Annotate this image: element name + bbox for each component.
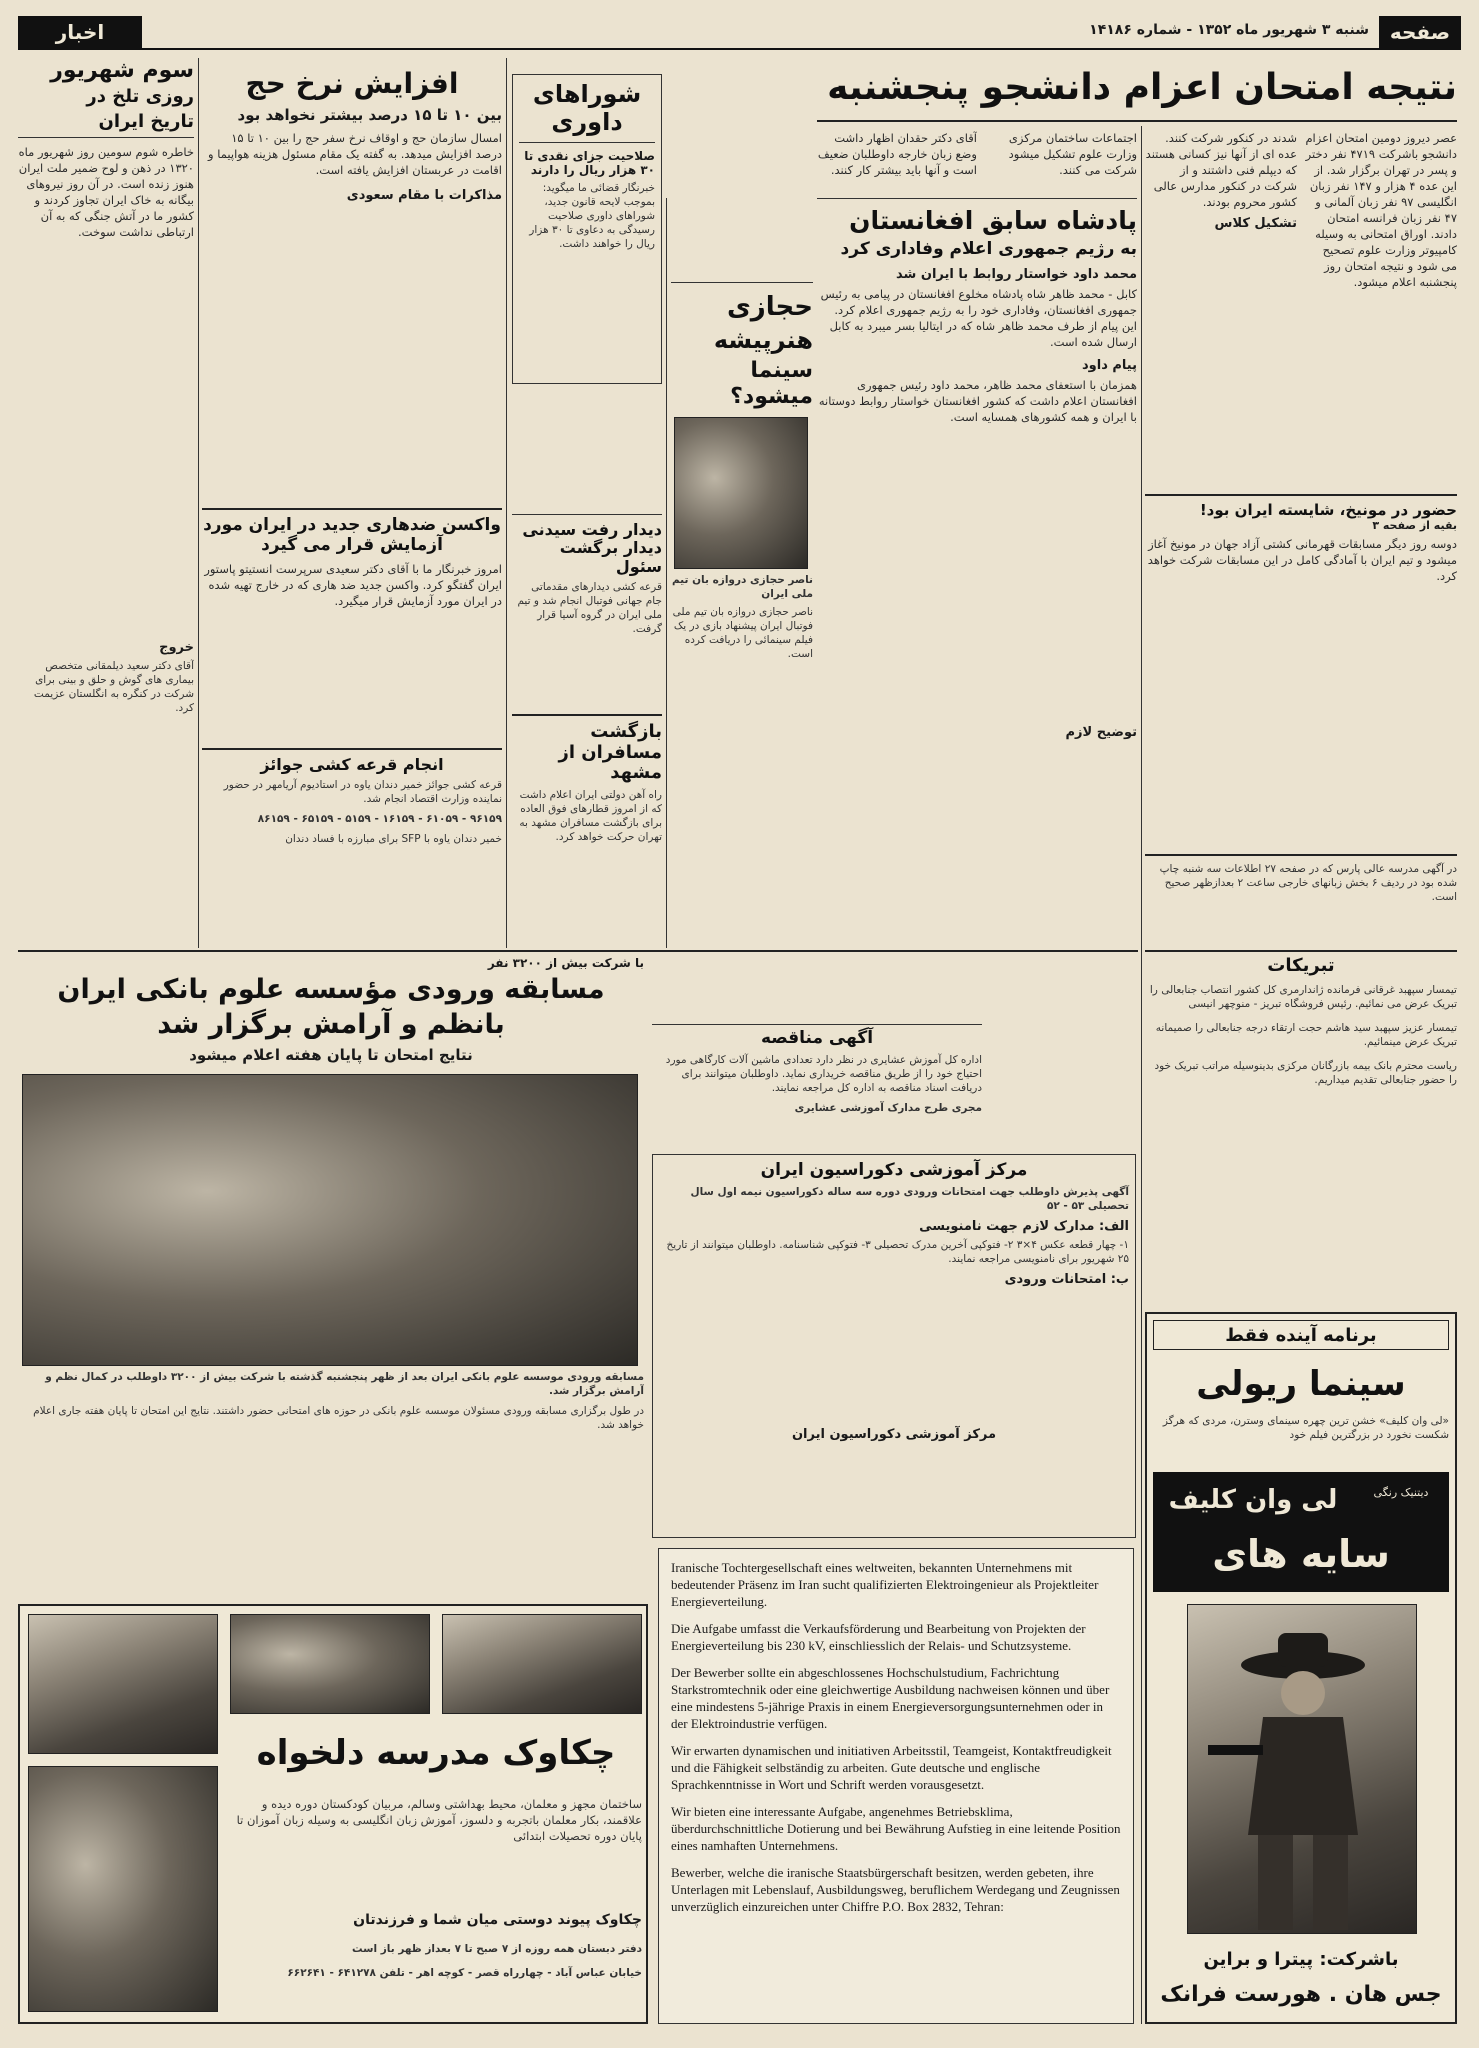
chakavak-body: ساختمان مجهز و معلمان، محیط بهداشتی وسالم، مربیان کودکستان دوره دیده و علاقمند، بکار معلمان باتجربه و دلسوز، آموزش زبان انگلیسی به وسیله زبان آموزان تا پایان دوره تحصیلات ابتدائی [236, 1797, 642, 1843]
cinema-format: دیتنیک رنگی [1373, 1486, 1429, 1499]
hejazi-h3: سینما میشود؟ [730, 358, 813, 409]
travelers-story [512, 714, 662, 944]
hejazi-story [671, 282, 813, 822]
lead-col1: عصر دیروز دومین امتحان اعزام دانشجو باشرکت ۴۷۱۹ نفر دختر و پسر در تهران برگزار شد. از این عده ۴ هزار و ۱۴۷ نفر زبان انگلیسی ۹۷ نفر زبان آلمانی و ۴۷ نفر زبان فرانسه امتحان دادند. اوراق امتحانی به وسیله کامپیوتر وزارت علوم تصحیح می شود و نتیجه امتحان روز پنجشنبه اعلام میشود. [1305, 131, 1457, 289]
chakavak-photo-3 [442, 1614, 642, 1714]
munich-story [1145, 494, 1457, 844]
decoration-box [652, 1154, 1136, 1538]
hejazi-body: ناصر حجازی دروازه بان تیم ملی فوتبال ایران پیشنهاد بازی در یک فیلم سینمائی را دریافت کرده است. [672, 606, 813, 661]
hajj-story [202, 68, 502, 508]
shahrivar-kicker: خروج [159, 639, 194, 655]
cowboy-figure-icon [1188, 1605, 1417, 1934]
decoration-item-a: الف: مدارک لازم جهت نامنویسی [919, 1218, 1129, 1234]
cinema-tagline: «لی وان کلیف» خشن ترین چهره سینمای وسترن، مردی که هرگز شکست نخورد در بزرگترین فیلم خود [1162, 1415, 1449, 1441]
tabrikat-body: تیمسار سپهبد غرقانی فرمانده ژاندارمری کل کشور انتصاب جنابعالی را تبریک عرض می نمائیم. رئیس فروشگاه تبریز - منوچهر انیسی [1149, 983, 1457, 1010]
bank-body: در طول برگزاری مسابقه ورودی مسئولان موسسه علوم بانکی در حوزه های امتحانی حضور داشتند. نتایج این امتحان تا پایان هفته جاری اعلام خواهد شد. [33, 1405, 644, 1432]
lead-col2-wrap [1145, 130, 1297, 290]
german-ad [658, 1548, 1134, 2024]
tabrikat-headline: تبریکات [1267, 955, 1335, 976]
page-label: صفحه [1379, 16, 1461, 48]
lead-col2: شدند در کنکور شرکت کنند. عده ای از آنها نیز کسانی هستند که دیپلم فنی داشتند و از شرکت در کنکور مدارس عالی کشور محروم بودند. [1145, 131, 1297, 209]
shahrivar-subhead2: تاریخ ایران [18, 112, 194, 138]
chakavak-address: خیابان عباس آباد - چهارراه قصر - کوچه اهر - تلفن ۶۴۱۲۷۸ - ۶۶۲۶۴۱ [287, 1967, 642, 1979]
afghan-body: کابل - محمد ظاهر شاه پادشاه مخلوع افغانستان در پیامی به رئیس جمهوری افغانستان، وفاداری خود را به رژیم جمهوری اعلام کرد. این پیام از طرف محمد ظاهر شاه که در ایتالیا بسر میبرد به کابل ارسال شده است. [820, 287, 1137, 350]
seyyedi-headline: دیدار رفت سیدنی دیدار برگشت سئول [522, 520, 662, 576]
seyyedi-body: قرعه کشی دیدارهای مقدماتی جام جهانی فوتبال انجام شد و تیم ملی ایران در گروه آسیا قرار گرفت. [517, 581, 662, 636]
vaccine-story [202, 508, 502, 744]
col-rule-4 [1141, 126, 1142, 2024]
lottery-footer: خمیر دندان یاوه با SFP برای مبارزه با فساد دندان [285, 833, 502, 846]
german-ad-p5: Wir bieten eine interessante Aufgabe, angenehmes Betriebsklima, überdurchschnittliche Dotierung und bei Bewährung Aufstieg in eine leitende Position eines namhaften Unternehmens. [671, 1804, 1121, 1853]
cinema-title-block [1153, 1472, 1449, 1592]
hejazi-photo [674, 417, 808, 569]
cinema-credits1: باشرکت: پیترا و براین [1203, 1950, 1399, 1970]
afghan-headline: پادشاه سابق افغانستان [849, 206, 1137, 235]
chakavak-photo-4 [28, 1766, 218, 2012]
hajj-headline: افزایش نرخ حج [245, 68, 459, 100]
german-ad-p1: Iranische Tochtergesellschaft eines weltweiten, bekannten Unternehmens mit bedeutender Präsenz im Iran sucht qualifizierten Elektroingenieur als Projektleiter Energieverteilung. [671, 1560, 1099, 1609]
section-label: اخبار [18, 16, 142, 48]
bank-headline2: بانظم و آرامش برگزار شد [157, 1009, 505, 1041]
tabrikat-body3: ریاست محترم بانک بیمه بازرگانان مرکزی بدینوسیله مراتب تبریک خود را حضور جنابعالی تقدیم میداریم. [1154, 1059, 1457, 1086]
lead-col2-sub: تشکیل کلاس [1214, 216, 1297, 231]
col-rule-3 [666, 198, 667, 948]
hejazi-h1: حجازی [726, 292, 813, 322]
shuraha-body: خبرنگار قضائی ما میگوید: بموجب لایحه قانون جدید، شوراهای داوری صلاحیت رسیدگی به دعاوی تا ۳۰ هزار ریال را خواهند داشت. [529, 182, 655, 251]
bank-kicker: با شرکت بیش از ۳۲۰۰ نفر [487, 956, 644, 970]
newspaper-page [18, 14, 1461, 2034]
shahrivar-headline: سوم شهریور [50, 58, 194, 83]
cinema-title: سایه های [1212, 1532, 1390, 1576]
cinema-ad [1145, 1312, 1457, 2024]
hajj-kicker: مذاکرات با مقام سعودی [346, 188, 502, 204]
school-notice: در آگهی مدرسه عالی پارس که در صفحه ۲۷ اطلاعات سه شنبه چاپ شده بود در ردیف ۶ بخش زبانهای خارجی ساعت ۲ بعدازظهر صحیح است. [1145, 854, 1457, 946]
cinema-name: سینما ریولی [1196, 1364, 1406, 1404]
decoration-item-b: ب: امتحانات ورودی [1004, 1271, 1129, 1287]
shuraha-subhead: صلاحیت جزای نقدی تا ۳۰ هزار ریال را دارند [524, 149, 655, 178]
travelers-body: راه آهن دولتی ایران اعلام داشت که از امروز قطارهای فوق العاده برای بازگشت مسافران مشهد به تهران حرکت خواهد کرد. [519, 789, 662, 844]
decoration-headline: مرکز آموزشی دکوراسیون ایران [760, 1160, 1028, 1180]
shahrivar-body: خاطره شوم سومین روز شهریور ماه ۱۳۲۰ در ذهن و لوح ضمیر ملت ایران هنوز زنده است. در آن روز نیروهای بیگانه به خاک ایران تجاوز کردند و کشور ما در آتش جنگی که به آن ارتباطی نداشت سوخت. [18, 144, 194, 239]
afghan-body2: همزمان با استعفای محمد ظاهر، محمد داود رئیس جمهوری افغانستان اعلام داشت که کشور افغانستان خواستار روابط دوستانه با ایران و همه کشورهای همسایه است. [818, 378, 1137, 425]
chakavak-photo-2 [230, 1614, 430, 1714]
date-line: شنبه ۳ شهریور ماه ۱۳۵۲ - شماره ۱۴۱۸۶ [1089, 22, 1369, 38]
lottery-body: قرعه کشی جوائز خمیر دندان یاوه در استادیوم آریامهر در حضور نماینده وزارت اقتصاد انجام شد. [223, 779, 502, 806]
bank-headline1: مسابقه ورودی مؤسسه علوم بانکی ایران [57, 974, 605, 1005]
shahrivar-body2: آقای دکتر سعید دیلمقانی متخصص بیماری های گوش و حلق و بینی برای شرکت در کنگره به انگلستان عزیمت کرد. [33, 659, 194, 714]
tender-body: اداره کل آموزش عشایری در نظر دارد تعدادی ماشین آلات کارگاهی مورد احتیاج خود را از طریق مناقصه خریداری نماید. داوطلبان میتوانند برای دریافت اسناد مناقصه به اداره کل مراجعه نمایند. [665, 1053, 982, 1094]
munich-sub: بقیه از صفحه ۳ [1372, 519, 1457, 533]
hejazi-caption: ناصر حجازی دروازه بان تیم ملی ایران [671, 574, 813, 601]
cinema-star: لی وان کلیف [1168, 1485, 1338, 1515]
decoration-body: ۱- چهار قطعه عکس ۴×۳ ۲- فتوکپی آخرین مدرک تحصیلی ۳- فتوکپی شناسنامه. داوطلبان میتوانند از تاریخ ۲۵ شهریور برای نامنویسی مراجعه نمایند. [666, 1238, 1129, 1265]
tender-signature: مجری طرح مدارک آموزشی عشایری [794, 1101, 982, 1114]
shuraha-headline: شوراهای داوری [519, 81, 655, 143]
afghan-kicker1: محمد داود خواستار روابط با ایران شد [896, 267, 1137, 283]
bank-caption: مسابقه ورودی موسسه علوم بانکی ایران بعد از ظهر پنجشنبه گذشته با شرکت بیش از ۳۲۰۰ داوطلب در کمال نظم و آرامش برگزار شد. [45, 1371, 644, 1398]
shahrivar-subhead1: روزی تلخ در [86, 86, 194, 108]
bank-exam-story [18, 956, 644, 1566]
afghan-subhead: به رژیم جمهوری اعلام وفاداری کرد [840, 238, 1137, 259]
travelers-headline: بازگشت مسافران از مشهد [558, 721, 662, 784]
hajj-subhead: بین ۱۰ تا ۱۵ درصد بیشتر نخواهد بود [237, 106, 502, 125]
german-ad-p6: Bewerber, welche die iranische Staatsbürgerschaft besitzen, werden gebeten, ihre Unterlagen mit Lebenslauf, Ausbildungsweg, beruflichem Werdegang und Zeugnissen unverzüglich einzureichen unter Chiffre P.O. Box 2832, Tehran: [671, 1865, 1120, 1914]
seyyedi-story [512, 514, 662, 710]
lead-headline: نتیجه امتحان اعزام دانشجو پنجشنبه [817, 58, 1457, 122]
decoration-subhead: آگهی پذیرش داوطلب جهت امتحانات ورودی دوره سه ساله دکوراسیون نیمه اول سال تحصیلی ۵۳ - ۵۲ [690, 1185, 1129, 1212]
col-rule-2 [506, 58, 507, 948]
tabrikat-box [1145, 950, 1457, 1305]
german-ad-p4: Wir erwarten dynamischen und initiativen Arbeitsstil, Teamgeist, Kontaktfreudigkeit und die Fähigkeit selbständig zu arbeiten. Gute deutsche und englische Sprachkenntnisse in Wort und Schrift werden vorausgesetzt. [671, 1743, 1112, 1792]
munich-headline: حضور در مونیخ، شایسته ایران بود! [1199, 501, 1457, 519]
vaccine-headline: واکسن ضدهاری جدید در ایران مورد آزمایش قرار می گیرد [203, 515, 501, 555]
tabrikat-body2: تیمسار عزیز سپهبد سید هاشم حجت ارتقاء درجه جنابعالی را صمیمانه تبریک عرض مینمائیم. [1155, 1021, 1457, 1048]
cinema-credits2: جس هان . هورست فرانک [1160, 1982, 1442, 2007]
chakavak-ad [18, 1604, 648, 2024]
hajj-body: امسال سازمان حج و اوقاف نرخ سفر حج را بین ۱۰ تا ۱۵ درصد افزایش میدهد. به گفته یک مقام مسئول هزینه هواپیما و اقامت در عربستان افزایش یافته است. [208, 131, 502, 178]
afghan-kicker2: پیام داود [1081, 358, 1137, 374]
shahrivar-story [18, 58, 194, 948]
lottery-numbers: ۹۶۱۵۹ - ۶۱۰۵۹ - ۱۶۱۵۹ - ۵۱۵۹ - ۶۵۱۵۹ - ۸۶۱۵۹ [257, 813, 502, 826]
hejazi-h2: هنرپیشه [713, 325, 813, 354]
chakavak-hours: دفتر دبستان همه روزه از ۷ صبح تا ۷ بعداز ظهر باز است [352, 1943, 642, 1955]
cinema-cowboy-image [1187, 1604, 1417, 1934]
decoration-footer: مرکز آموزشی دکوراسیون ایران [791, 1426, 997, 1442]
vaccine-body: امروز خبرنگار ما با آقای دکتر سعیدی سرپرست انستیتو پاستور ایران گفتگو کرد. واکسن جدید ضد هاری که در خارج تهیه شده در ایران مورد آزمایش قرار میگیرد. [204, 562, 502, 609]
munich-body: دوسه روز دیگر مسابقات قهرمانی کشتی آزاد جهان در مونیخ آغاز میشود و تیم ایران با آمادگی کامل در این مسابقات شرکت خواهد کرد. [1147, 537, 1457, 584]
col-rule-1 [198, 58, 199, 948]
chakavak-headline: چکاوک مدرسه دلخواه [256, 1733, 616, 1773]
shuraha-box [512, 74, 662, 384]
chakavak-photo-1 [28, 1614, 218, 1754]
chakavak-slogan: چکاوک پیوند دوستی میان شما و فرزندتان [353, 1912, 642, 1928]
german-ad-p3: Der Bewerber sollte ein abgeschlossenes Hochschulstudium, Fachrichtung Starkstromtechnik oder eine gleichwertige Ausbildung nachweisen können und über eine mindestens 5-jährige Praxis in einem Energieversorgungsunternehmen oder in der Elektroindustrie verfügen. [671, 1665, 1110, 1731]
mid-rule [18, 950, 1138, 952]
tender-headline: آگهی مناقصه [760, 1028, 874, 1048]
lottery-headline: انجام قرعه کشی جوائز [260, 755, 444, 774]
lottery-story [202, 748, 502, 944]
lead-col3: اجتماعات ساختمان مرکزی وزارت علوم تشکیل میشود شرکت می کنند. [1008, 131, 1137, 177]
afghan-story [817, 198, 1137, 1038]
afghan-tag: توضیح لازم [1065, 725, 1137, 741]
cinema-program: برنامه آینده فقط [1153, 1320, 1449, 1350]
bank-subhead: نتایج امتحان تا پایان هفته اعلام میشود [189, 1046, 473, 1065]
german-ad-p2: Die Aufgabe umfasst die Verkaufsförderung und Bearbeitung von Projekten der Energieverteilung bis 230 kV, einschliesslich der Relais- und Schutzsysteme. [671, 1621, 1086, 1653]
bank-exam-photo [22, 1074, 638, 1366]
lead-col4: آقای دکتر حقدان اظهار داشت وضع زبان خارجه داوطلبان ضعیف است و آنها باید بیشتر کار کنند. [817, 131, 977, 177]
masthead-bar [18, 14, 1461, 50]
